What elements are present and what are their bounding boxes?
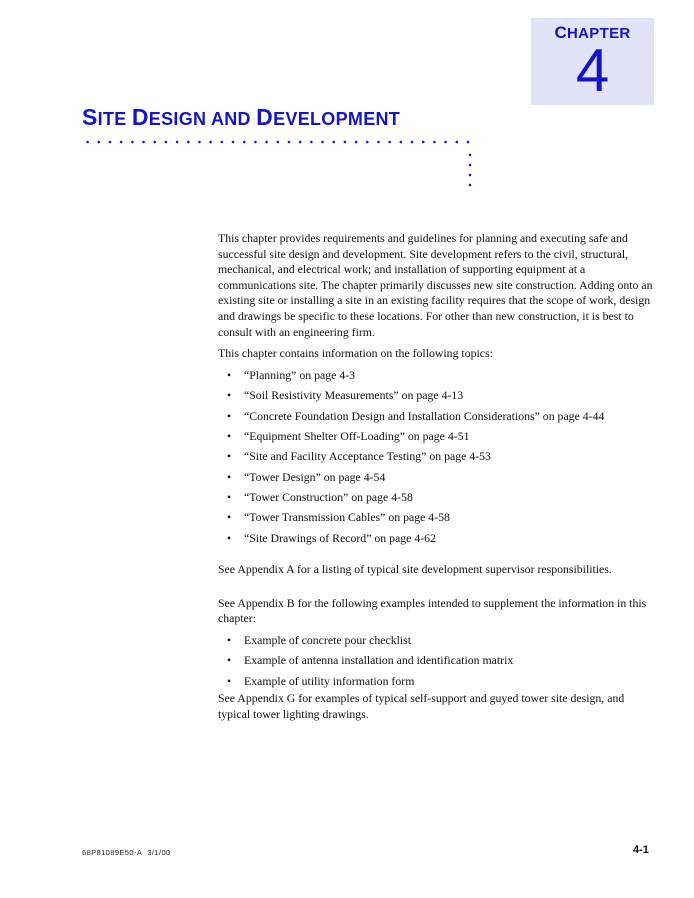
appendix-g-paragraph: See Appendix G for examples of typical self-support and guyed tower site design, and typical tower lighting drawings. (218, 691, 625, 721)
list-item (218, 671, 658, 691)
topic-link[interactable]: “Tower Transmission Cables” on page 4-58 (244, 510, 450, 525)
footer-doc-info (82, 848, 171, 857)
topic-link[interactable]: “Planning” on page 4-3 (244, 367, 356, 382)
list-item (218, 487, 658, 507)
list-item (218, 630, 658, 650)
topic-link[interactable]: “Concrete Foundation Design and Installation Considerations” on page 4-44 (244, 408, 605, 423)
title-cap-4: D (256, 104, 274, 130)
example-item: Example of antenna installation and identification matrix (244, 653, 514, 668)
list-item (218, 446, 658, 466)
footer-doc-id: 68P81089E50-A (82, 848, 142, 857)
list-item (218, 365, 658, 385)
bullet-icon: • (227, 428, 232, 443)
list-item (218, 426, 658, 446)
bullet-icon: • (227, 408, 232, 423)
title-cap-1: S (82, 104, 98, 130)
bullet-icon: • (227, 673, 232, 688)
title-rest-4: EVELOPMENT (273, 109, 401, 129)
title-cap-2: D (131, 104, 149, 130)
list-item (218, 467, 658, 487)
bullet-icon: • (227, 633, 232, 648)
dotted-rule-vertical (468, 150, 472, 190)
topic-link[interactable]: “Tower Construction” on page 4-58 (244, 490, 413, 505)
bullet-icon: • (227, 530, 232, 545)
bullet-icon: • (227, 367, 232, 382)
chapter-body (218, 231, 658, 722)
topic-link[interactable]: “Soil Resistivity Measurements” on page 4-13 (244, 388, 464, 403)
appendix-b-paragraph: See Appendix B for the following examples intended to supplement the information in this chapter: (218, 595, 647, 626)
list-item (218, 385, 658, 405)
topic-link[interactable]: “Equipment Shelter Off-Loading” on page 4-51 (244, 428, 470, 443)
intro-paragraph: This chapter provides requirements and guidelines for planning and executing safe and successful site design and development. Site development refers to the civil, structural, mechanical, and electrical work; and installation of supporting equipment at a communications site. The chapter primarily discusses new site construction. Adding onto an existing site or installing a site in an existing facility requires that the scope of work, design and drawings be specific to these locations. For other than new construction, it is best to consult with an engineering firm. (218, 231, 653, 339)
list-item (218, 650, 658, 670)
list-item (218, 528, 658, 548)
chapter-box (531, 18, 654, 105)
chapter-title (82, 104, 400, 131)
appendix-a-paragraph: See Appendix A for a listing of typical site development supervisor responsibilities. (218, 562, 612, 577)
examples-list (218, 630, 658, 691)
topics-list (218, 365, 658, 549)
bullet-icon: • (227, 388, 232, 403)
chapter-label-initial: C (554, 23, 568, 42)
bullet-icon: • (227, 469, 232, 484)
bullet-icon: • (227, 449, 232, 464)
topic-link[interactable]: “Site and Facility Acceptance Testing” on page 4-53 (244, 449, 491, 464)
example-item: Example of utility information form (244, 673, 415, 688)
topic-link[interactable]: “Site Drawings of Record” on page 4-62 (244, 530, 436, 545)
title-rest-1: ITE (97, 109, 127, 129)
example-item: Example of concrete pour checklist (244, 633, 412, 648)
topics-intro: This chapter contains information on the following topics: (218, 346, 493, 361)
dotted-rule-horizontal (82, 140, 474, 144)
topic-link[interactable]: “Tower Design” on page 4-54 (244, 469, 386, 484)
title-word-3: AND (210, 109, 251, 129)
bullet-icon: • (227, 490, 232, 505)
footer-page-number: 4-1 (633, 844, 649, 856)
chapter-label-rest: HAPTER (567, 25, 631, 42)
bullet-icon: • (227, 653, 232, 668)
chapter-number: 4 (575, 37, 610, 104)
bullet-icon: • (227, 510, 232, 525)
footer-date: 3/1/00 (147, 848, 171, 857)
title-rest-2: ESIGN (148, 109, 207, 129)
list-item (218, 406, 658, 426)
list-item (218, 507, 658, 527)
